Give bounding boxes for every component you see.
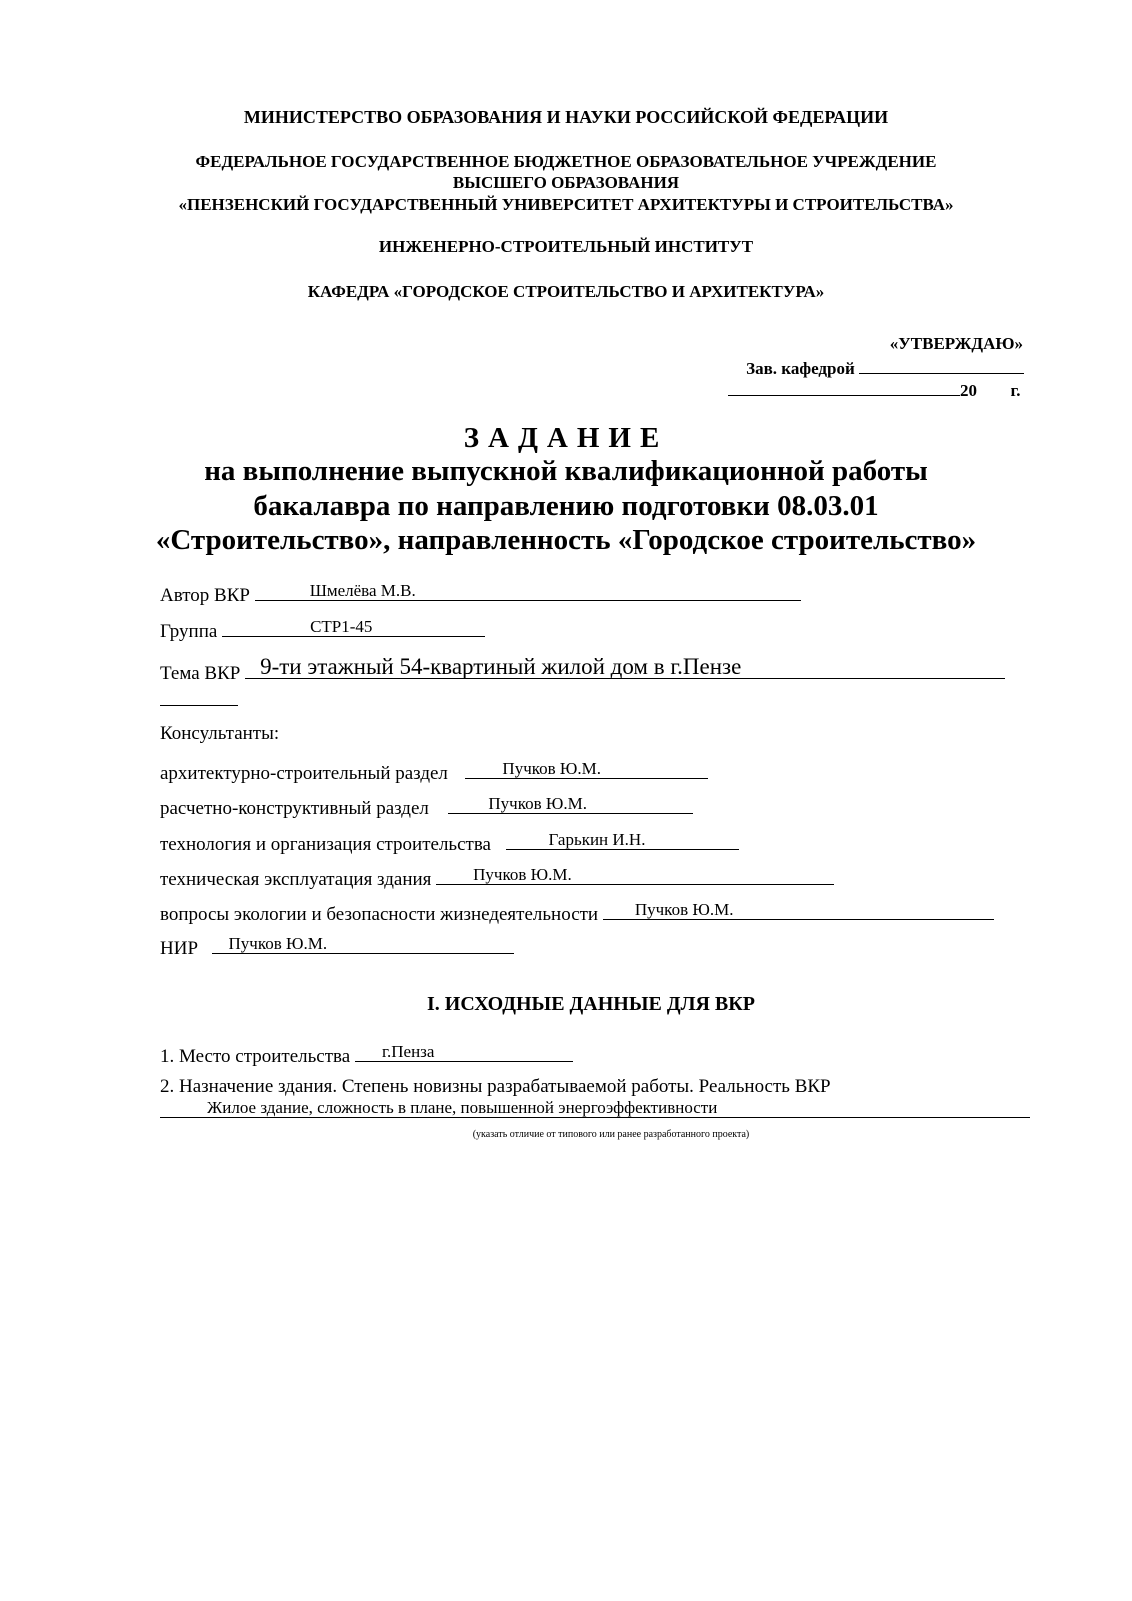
approval-date-line [728,378,1021,401]
group-row [160,616,485,644]
place-row [160,1041,573,1069]
author-field [255,580,801,601]
consultant-row [160,899,994,927]
approval-date-blank [728,378,960,396]
consultants-heading: Консультанты: [160,723,280,744]
topic-continuation-blank [160,704,238,706]
ministry-heading: МИНИСТЕРСТВО ОБРАЗОВАНИЯ И НАУКИ РОССИЙСКОЙ ФЕДЕРАЦИИ [243,107,889,127]
group-field [222,616,485,637]
consultant-row [160,933,514,961]
approval-year-suffix: г. [1010,381,1021,400]
head-of-department-label: Зав. кафедрой [746,359,855,378]
consultant-label: техническая эксплуатация здания [160,869,432,890]
purpose-note: (указать отличие от типового или ранее разработанного проекта) [472,1129,750,1140]
group-value: СТР1-45 [310,617,373,636]
author-value: Шмелёва М.В. [309,581,416,600]
consultant-label: вопросы экологии и безопасности жизнедеятельности [160,904,599,925]
author-label: Автор ВКР [160,585,250,606]
group-label: Группа [160,621,218,642]
consultant-value: Пучков Ю.М. [228,934,328,953]
consultant-field [448,793,693,814]
approval-year-prefix: 20 [960,381,977,400]
consultant-row [160,829,739,857]
consultant-row [160,793,693,821]
document-title: ЗАДАНИЕ [463,422,669,454]
consultant-row [160,758,708,786]
consultant-field [603,899,994,920]
institution-line-1: ФЕДЕРАЛЬНОЕ ГОСУДАРСТВЕННОЕ БЮДЖЕТНОЕ ОБРАЗОВАТЕЛЬНОЕ УЧРЕЖДЕНИЕ [195,152,937,171]
consultant-label: архитектурно-строительный раздел [160,763,448,784]
institution-line-2: ВЫСШЕГО ОБРАЗОВАНИЯ [452,173,680,192]
purpose-label: 2. Назначение здания. Степень новизны разрабатываемой работы. Реальность ВКР [160,1076,831,1097]
consultant-value: Пучков Ю.М. [488,794,587,813]
consultant-field [436,864,834,885]
topic-field [245,654,1005,679]
consultant-value: Пучков Ю.М. [502,759,602,778]
consultant-label: технология и организация строительства [160,834,491,855]
department-heading: КАФЕДРА «ГОРОДСКОЕ СТРОИТЕЛЬСТВО И АРХИТЕКТУРА» [307,282,825,301]
institute-heading: ИНЖЕНЕРНО-СТРОИТЕЛЬНЫЙ ИНСТИТУТ [378,237,754,256]
institution-line-3: «ПЕНЗЕНСКИЙ ГОСУДАРСТВЕННЫЙ УНИВЕРСИТЕТ АРХИТЕКТУРЫ И СТРОИТЕЛЬСТВА» [178,195,954,214]
head-signature-blank [859,356,1024,374]
head-of-department-line [746,356,1024,379]
consultant-value: Гарькин И.Н. [548,830,646,849]
topic-value: 9-ти этажный 54-квартиный жилой дом в г.Пензе [260,654,742,679]
title-line-3: «Строительство», направленность «Городское строительство» [155,524,977,556]
topic-label: Тема ВКР [160,663,241,684]
purpose-value: Жилое здание, сложность в плане, повышенной энергоэффективности [207,1098,718,1117]
approve-label: «УТВЕРЖДАЮ» [889,334,1023,353]
place-label: 1. Место строительства [160,1046,351,1067]
consultant-label: расчетно-конструктивный раздел [160,798,429,819]
section-title: I. ИСХОДНЫЕ ДАННЫЕ ДЛЯ ВКР [426,993,755,1015]
purpose-field [160,1097,1030,1118]
consultant-label: НИР [160,938,199,959]
title-line-1: на выполнение выпускной квалификационной работы [204,455,928,487]
consultant-row [160,864,834,892]
consultant-field [465,758,708,779]
place-value: г.Пенза [381,1042,435,1061]
consultant-field [506,829,739,850]
author-row [160,580,801,608]
consultant-value: Пучков Ю.М. [634,900,734,919]
place-field [355,1041,573,1062]
title-line-2: бакалавра по направлению подготовки 08.03.01 [253,490,879,522]
topic-row [160,654,1005,686]
consultant-field [212,933,514,954]
consultant-value: Пучков Ю.М. [473,865,572,884]
